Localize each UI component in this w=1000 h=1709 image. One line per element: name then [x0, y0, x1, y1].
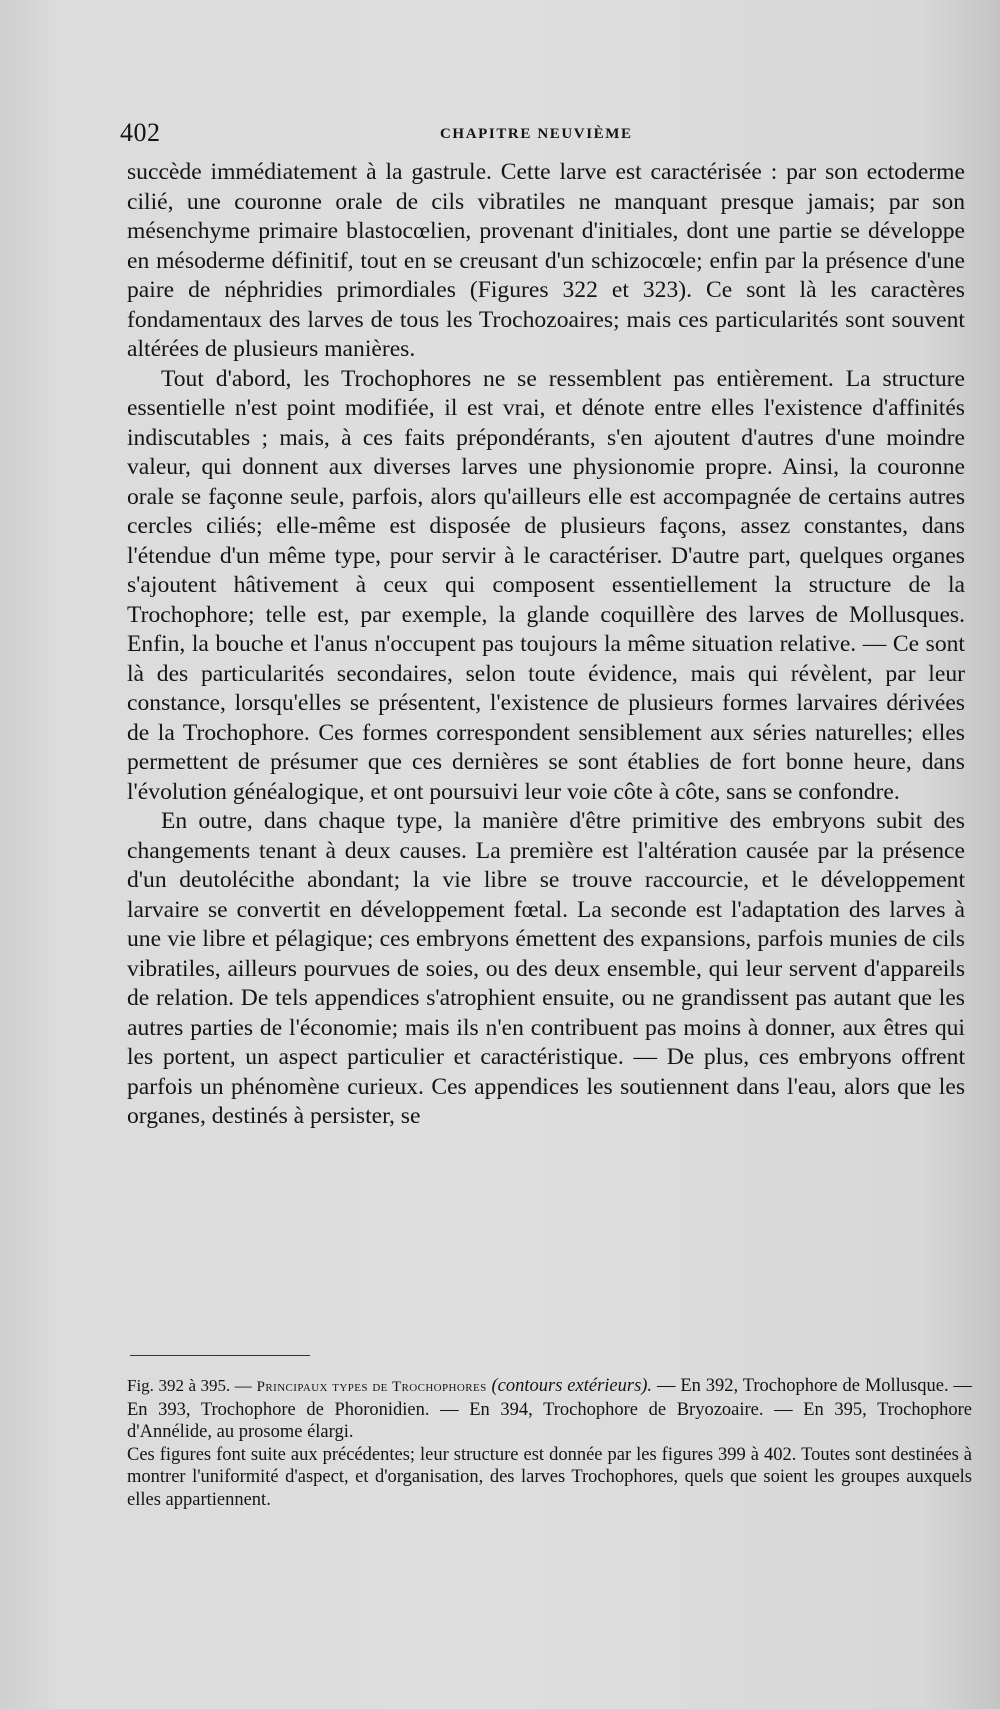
page-number: 402 [120, 118, 161, 147]
running-head [120, 118, 960, 148]
caption-title: Principaux types de Trochophores [256, 1379, 487, 1395]
caption-label: Fig. 392 à 395. — [127, 1376, 252, 1395]
footnote-rule [130, 1355, 310, 1356]
caption-title-italic: (contours extérieurs). [491, 1376, 653, 1396]
paragraph: En outre, dans chaque type, la manière d'être primitive des embryons subit des changements tenant à deux causes. La première est l'altération causée par la présence d'un deutolécithe abondant; la vie libre se trouve raccourcie, et le développement larvaire se convertit en développement fœtal. La seconde est l'adaptation des larves à une vie libre et pélagique; ces embryons émettent des expansions, parfois munies de cils vibratiles, ailleurs pourvues de soies, ou des deux ensemble, qui leur servent d'appareils de relation. De tels appendices s'atrophient ensuite, ou ne grandissent pas autant que les autres parties de l'économie; mais ils n'en contribuent pas moins à donner, aux êtres qui les portent, un aspect particulier et caractéristique. — De plus, ces embryons offrent parfois un phénomène curieux. Ces appendices les soutiennent dans l'eau, alors que les organes, destinés à persister, se [127, 808, 965, 1129]
paragraph: succède immédiatement à la gastrule. Cette larve est caractérisée : par son ectoderme cilié, une couronne orale de cils vibratiles ne manquant presque jamais; par son mésenchyme primaire blastocœlien, provenant d'initiales, dont une partie se développe en mésoderme définitif, tout en se creusant d'un schizocœle; enfin par la présence d'une paire de néphridies primordiales (Figures 322 et 323). Ce sont là les caractères fondamentaux des larves de tous les Trochozoaires; mais ces particularités sont souvent altérées de plusieurs manières. [127, 159, 965, 362]
figure-caption [127, 1375, 972, 1511]
caption-paragraph-2: Ces figures font suite aux précédentes; leur structure est donnée par les figures 399 à 402. Toutes sont destinées à montrer l'uniformité d'aspect, et d'organisation, des larves Trochophores, quels que soient les groupes auxquels elles appartiennent. [127, 1444, 972, 1510]
chapter-title: CHAPITRE NEUVIÈME [440, 126, 633, 142]
paragraph: Tout d'abord, les Trochophores ne se ressemblent pas entièrement. La structure essentielle n'est point modifiée, il est vrai, et dénote entre elles l'existence d'affinités indiscutables ; mais, à ces faits prépondérants, s'en ajoutent d'autres d'une moindre valeur, qui donnent aux diverses larves une physionomie propre. Ainsi, la couronne orale se façonne seule, parfois, alors qu'ailleurs elle est accompagnée de certains autres cercles ciliés; elle-même est disposée de plusieurs façons, assez constantes, dans l'étendue d'un même type, pour servir à le caractériser. D'autre part, quelques organes s'ajoutent hâtivement à ceux qui composent essentiellement la structure de la Trochophore; telle est, par exemple, la glande coquillère des larves de Mollusques. Enfin, la bouche et l'anus n'occupent pas toujours la même situation relative. — Ce sont là des particularités secondaires, selon toute évidence, mais qui révèlent, par leur constance, lorsqu'elles se présentent, l'existence de plusieurs formes larvaires dérivées de la Trochophore. Ces formes correspondent sensiblement aux séries naturelles; elles permettent de présumer que ces dernières se sont établies de fort bonne heure, dans l'évolution généalogique, et ont poursuivi leur voie côte à côte, sans se confondre. [127, 365, 965, 805]
body-text [127, 158, 965, 1132]
caption-text: — En 392, Trochophore de Mollusque. — En 393, Trochophore de Phoronidien. — En 394, Trochophore de Bryozoaire. — En 395, Trochophore d'Annélide, au prosome élargi. [127, 1376, 972, 1442]
caption-paragraph-1 [127, 1375, 972, 1444]
